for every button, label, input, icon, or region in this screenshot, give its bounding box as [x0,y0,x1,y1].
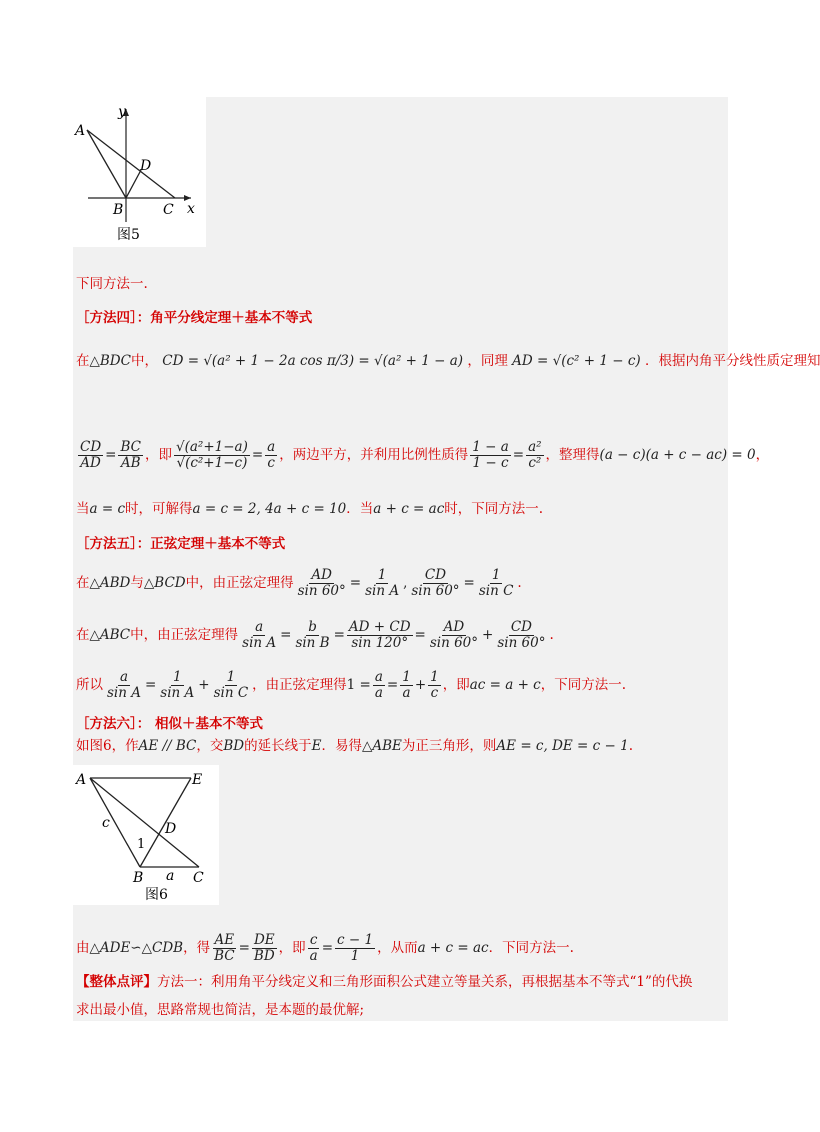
m6-p2-d: ，从而 [377,940,418,956]
m4-p3-b: 时，可解得 [125,501,193,517]
frac [428,620,480,651]
m4-p1-tri: △BDC [89,353,131,369]
frac-num: c − 1 [337,932,374,948]
frac-a-c [265,440,277,471]
frac-num: AD [311,567,332,583]
frac-den: 1 − c [472,455,509,471]
frac-den: AD [80,455,101,471]
m5-p2-a: 在 [76,627,90,643]
frac-num: 1 [491,567,501,583]
fig6-label-a: A [76,772,87,788]
m4-result: (a − c)(a + c − ac) = 0 [599,447,756,463]
frac-den: sin 60° [297,583,346,599]
m4-p3-m3: a + c = ac [373,501,445,517]
fig6-label-a-side: a [166,868,175,884]
m6-p1-m4: △ABE [362,738,402,754]
frac-den: sin A [107,685,141,701]
frac-a2-c2 [526,440,543,471]
frac-den: sin C [478,583,514,599]
m6-p1-m1: AE // BC [138,738,197,754]
fig5-label-x: x [187,201,195,217]
method5-para3: 所以 $\frac{a}{\text{sin A}}$ = $\frac{1}{\text{sin A}}$ + $\frac{1}{\text{sin C}}$ ，由正弦定理得1 = $\frac{a}{a}$ = $\frac{1}{a}$ + $\frac{1}{c}$ ，即ac = a + c，下同方法一. [76,669,627,701]
m4-p2-end: ， [755,447,770,463]
m5-p3-b: ，由正弦定理得 [252,677,347,693]
m4-p2-b: ，两边平方，并利用比例性质得 [279,447,469,463]
m5-p1-c: 中，由正弦定理得 [185,575,294,591]
method6-heading: ［方法六］： 相似＋基本不等式 [76,716,263,732]
frac-den: sin A [160,685,195,701]
frac-num: a [267,439,276,455]
frac-num: c [309,932,318,948]
frac-den: a [402,685,411,701]
frac [495,620,547,651]
frac-num: 1 [172,669,182,685]
figure-5 [73,97,206,247]
fig6-label-b: B [133,870,144,886]
frac [252,933,277,964]
frac-num: DE [253,932,275,948]
frac-cd-ad [78,440,103,471]
fig6-label-d: D [165,821,177,837]
m5-p3-d: ，下同方法一. [540,677,627,693]
frac-num: CD [424,567,447,583]
frac-den: 1 [350,948,360,964]
m6-p1-e: 为正三角形，则 [401,738,497,754]
frac [105,670,143,701]
method5-heading: ［方法五］：正弦定理＋基本不等式 [76,536,286,552]
method4-para3 [76,500,543,518]
figure-5-diagram [73,97,206,247]
frac-den: BD [253,948,275,964]
m4-p1-d: ，同理 [467,353,508,369]
frac [212,670,251,701]
method6-para2: 由△ADE∽△CDB，得 $\frac{AE}{BC}$ = $\frac{DE}{BD}$ ，即 $\frac{c}{a}$ = $\frac{c - 1}{1}$ ，从而a + c = ac．下同方法一. [76,932,574,964]
m5-p1-b: 与 [130,575,144,591]
frac-den: BC [214,948,235,964]
m6-p1-m5: AE = c, DE = c − 1 [496,738,629,754]
frac [477,568,516,599]
method6-para1 [76,737,633,755]
m4-p1-a: 在 [76,353,90,369]
m4-p1-e: ．根据内角平分线性质定理知 [644,353,820,369]
method4-heading: ［方法四］：角平分线定理＋基本不等式 [76,310,313,326]
m5-p1-a: 在 [76,575,90,591]
frac-den: sin A [365,583,400,599]
m6-p2-e: ．下同方法一. [488,940,574,956]
m6-p1-a: 如图6，作 [76,738,139,754]
frac-num: a [374,669,383,685]
frac [400,670,413,701]
frac-num: 1 [430,669,439,685]
m5-p3-c: ，即 [442,677,470,693]
frac-num: √(a²+1−a) [175,439,248,455]
frac-sqrt [174,440,250,471]
method5-para1: 在△ABD与△BCD中，由正弦定理得 $\frac{AD}{\sin 60^\circ}$ = $\frac{1}{\text{sin A}}$ , $\frac{CD}{\sin 60^\circ}$ = $\frac{1}{\text{sin C}}$ . [76,567,522,599]
frac-num: a² [528,439,542,455]
m5-p1-m1: △ABD [89,575,131,591]
frac-den: c [267,455,275,471]
m6-p2-a: 由 [76,940,90,956]
m6-p1-m3: E [311,738,322,754]
frac [428,670,441,701]
frac-num: a [119,669,129,685]
frac [373,670,385,701]
frac-den: a [374,685,383,701]
fig6-label-one: 1 [137,837,146,852]
m4-ad-formula: AD = √(c² + 1 − c) [512,353,641,369]
frac-num: 1 − a [472,439,509,455]
m5-p1-m2: △BCD [143,575,186,591]
frac-num: b [308,619,317,635]
eq-sign: = [105,447,117,463]
m4-p2-ji: ，即 [144,447,172,463]
fig5-label-c: C [163,202,174,218]
m6-p1-b: ，交 [196,738,224,754]
line-same-method-1: 下同方法一. [76,276,148,292]
fig5-label-y: y [118,104,126,120]
m4-cd-formula: CD = √(a² + 1 − 2a cos π/3) = √(a² + 1 − a) [162,353,464,369]
fig6-label-e: E [192,772,203,788]
frac [409,568,461,599]
frac [296,568,348,599]
frac-num: 1 [226,669,236,685]
m6-p2-m1: △ADE∽△CDB [89,940,184,956]
frac-num: a [255,619,264,635]
review-line-2: 求出最小值，思路常规也简洁，是本题的最优解; [76,1002,365,1018]
fig6-label-c-side: c [102,815,110,831]
figure-6-diagram [73,765,219,905]
m4-p3-c: ．当 [346,501,374,517]
frac-den: AB [120,455,141,471]
frac-den: sin A [242,635,277,651]
m4-p3-m2: a = c = 2, 4a + c = 10 [192,501,347,517]
frac-num: CD [510,619,532,635]
m5-p3-m: ac = a + c [469,677,541,693]
method5-para2: 在△ABC中，由正弦定理得 $\frac{a}{\text{sin A}}$ = $\frac{b}{\text{sin B}}$ = $\frac{AD + CD}{\sin 120^\circ}$ = $\frac{AD}{\sin 60^\circ}$ + $\frac{CD}{\sin 60^\circ}$ . [76,619,554,651]
frac-den: sin B [295,635,330,651]
frac-den: a [309,948,318,964]
frac-den: sin 60° [411,583,460,599]
frac-num: 1 [377,567,387,583]
frac [335,933,375,964]
frac-den: sin 120° [351,635,409,651]
frac [293,620,331,651]
fig5-caption: 图5 [117,227,140,243]
m6-p1-c: 的延长线于 [244,738,312,754]
m4-p3-m1: a = c [89,501,126,517]
m4-p1-c: 中， [130,353,158,369]
frac-bc-ab [118,440,143,471]
review-heading: 【整体点评】 [76,974,157,990]
fig5-label-d: D [140,158,152,174]
m6-p1-d: ．易得 [321,738,362,754]
review-line-1 [76,973,692,991]
m6-p2-m2: a + c = ac [417,940,489,956]
frac [212,933,237,964]
frac-den: c² [528,455,542,471]
fig6-label-c: C [193,870,204,886]
frac-den: sin 60° [429,635,479,651]
m6-p1-m2: BD [223,738,245,754]
method4-para2: $\frac{CD}{AD}$ = $\frac{BC}{AB}$ ，即 $\frac{\text{√(a²+1−a)}}{\text{√(c²+1−c)}}$ = $\frac{a}{c}$ ，两边平方，并利用比例性质得 $\frac{1 - a}{1 - c}$ = $\frac{\text{a²}}{\text{c²}}$ ，整理得(a − c)(a + c − ac) = 0， [80,439,770,471]
m4-p3-d: 时，下同方法一. [444,501,544,517]
frac-den: sin 60° [497,635,546,651]
method4-para1 [76,352,820,370]
frac-num: BC [120,439,141,455]
review-text-1: 方法一：利用角平分线定义和三角形面积公式建立等量关系，再根据基本不等式“1”的代换 [157,974,693,990]
m6-p1-f: . [628,738,633,754]
frac-den: c [430,685,439,701]
frac-num: AE [214,932,235,948]
frac-num: AD + CD [348,619,411,635]
frac-num: 1 [402,669,411,685]
frac-den: √(c²+1−c) [176,455,248,471]
fig5-label-b: B [113,202,124,218]
frac [308,933,320,964]
figure-6 [73,765,219,905]
fig5-label-a: A [75,123,86,139]
frac-num: AD [443,619,465,635]
frac-1a-1c [470,440,511,471]
m4-p3-a: 当 [76,501,90,517]
m6-p2-c: ，即 [278,940,306,956]
m5-p2-m: △ABC [89,627,131,643]
m6-p2-b: ，得 [183,940,211,956]
m4-p2-c: ，整理得 [545,447,600,463]
frac [363,568,401,599]
frac [347,620,413,651]
fig6-caption: 图6 [145,887,168,903]
frac-den: sin C [213,685,249,701]
m5-p2-b: 中，由正弦定理得 [130,627,239,643]
frac [158,670,196,701]
frac [240,620,278,651]
m5-p3-a: 所以 [76,677,103,693]
frac-num: CD [80,439,102,455]
